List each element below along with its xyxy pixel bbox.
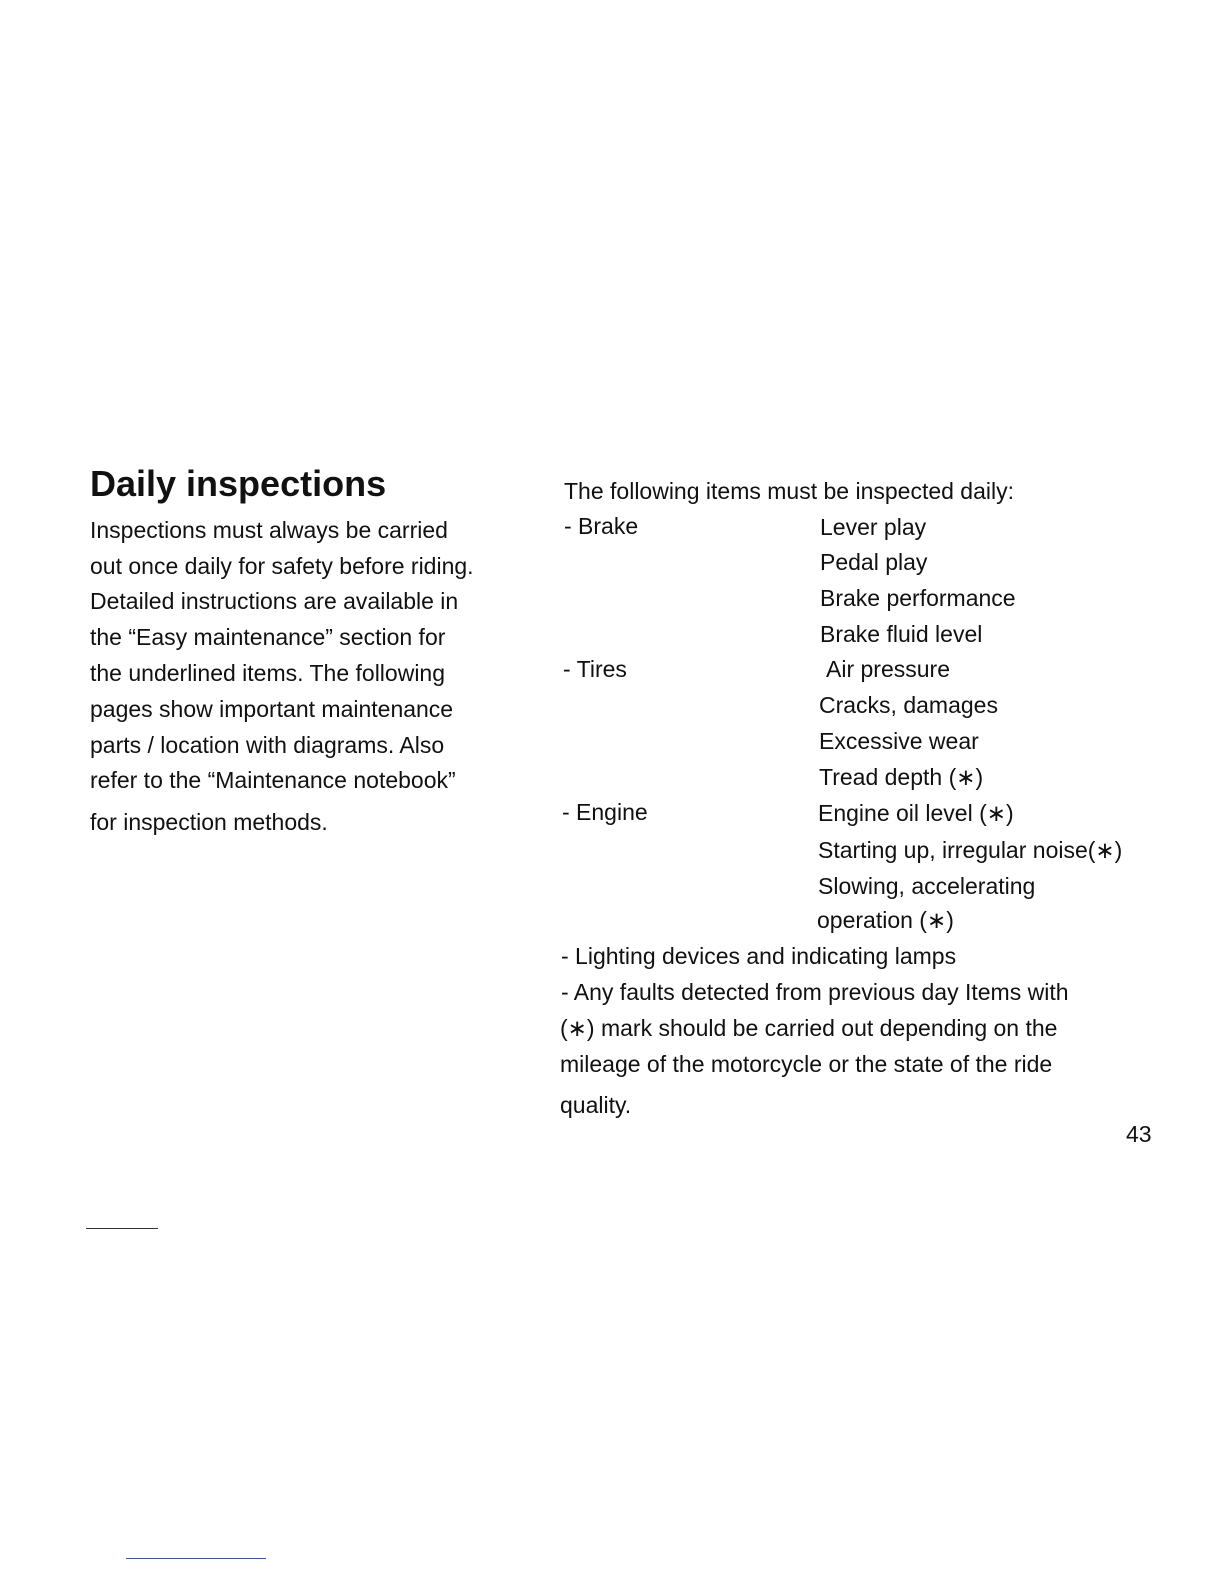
check-item: Starting up, irregular noise(∗) — [818, 837, 1123, 863]
check-item: Cracks, damages — [819, 692, 998, 718]
category-brake: - Brake — [564, 513, 639, 539]
check-item: Lever play — [820, 514, 927, 540]
page-title: Daily inspections — [90, 463, 387, 504]
blue-divider-line — [126, 1558, 266, 1559]
note-line: - Lighting devices and indicating lamps — [561, 943, 957, 969]
page-number: 43 — [1126, 1121, 1152, 1147]
footnote-divider — [86, 1228, 158, 1229]
check-item: Air pressure — [826, 656, 950, 682]
note-line: quality. — [560, 1092, 632, 1118]
checklist-intro: The following items must be inspected daily: — [564, 478, 1014, 504]
note-line: mileage of the motorcycle or the state of the ride — [560, 1051, 1053, 1077]
intro-line: the “Easy maintenance” section for — [90, 624, 446, 650]
note-line: - Any faults detected from previous day Items with — [561, 979, 1069, 1005]
intro-line: the underlined items. The following — [90, 660, 446, 686]
intro-line: for inspection methods. — [90, 809, 328, 835]
category-tires: - Tires — [563, 656, 627, 682]
intro-line: Inspections must always be carried — [90, 517, 448, 543]
check-item: Brake performance — [820, 585, 1016, 611]
check-item: Slowing, accelerating — [818, 873, 1036, 899]
intro-line: Detailed instructions are available in — [90, 588, 459, 614]
category-engine: - Engine — [562, 799, 648, 825]
note-line: (∗) mark should be carried out depending on the — [560, 1015, 1058, 1041]
check-item: Brake fluid level — [820, 621, 983, 647]
intro-line: parts / location with diagrams. Also — [90, 732, 445, 758]
intro-line: refer to the “Maintenance notebook” — [90, 767, 456, 793]
check-item: Tread depth (∗) — [819, 764, 984, 790]
check-item: Engine oil level (∗) — [818, 800, 1014, 826]
check-item: Excessive wear — [819, 728, 979, 754]
check-item: Pedal play — [820, 549, 928, 575]
check-item: operation (∗) — [817, 907, 954, 933]
intro-line: out once daily for safety before riding. — [90, 553, 474, 579]
intro-line: pages show important maintenance — [90, 696, 454, 722]
